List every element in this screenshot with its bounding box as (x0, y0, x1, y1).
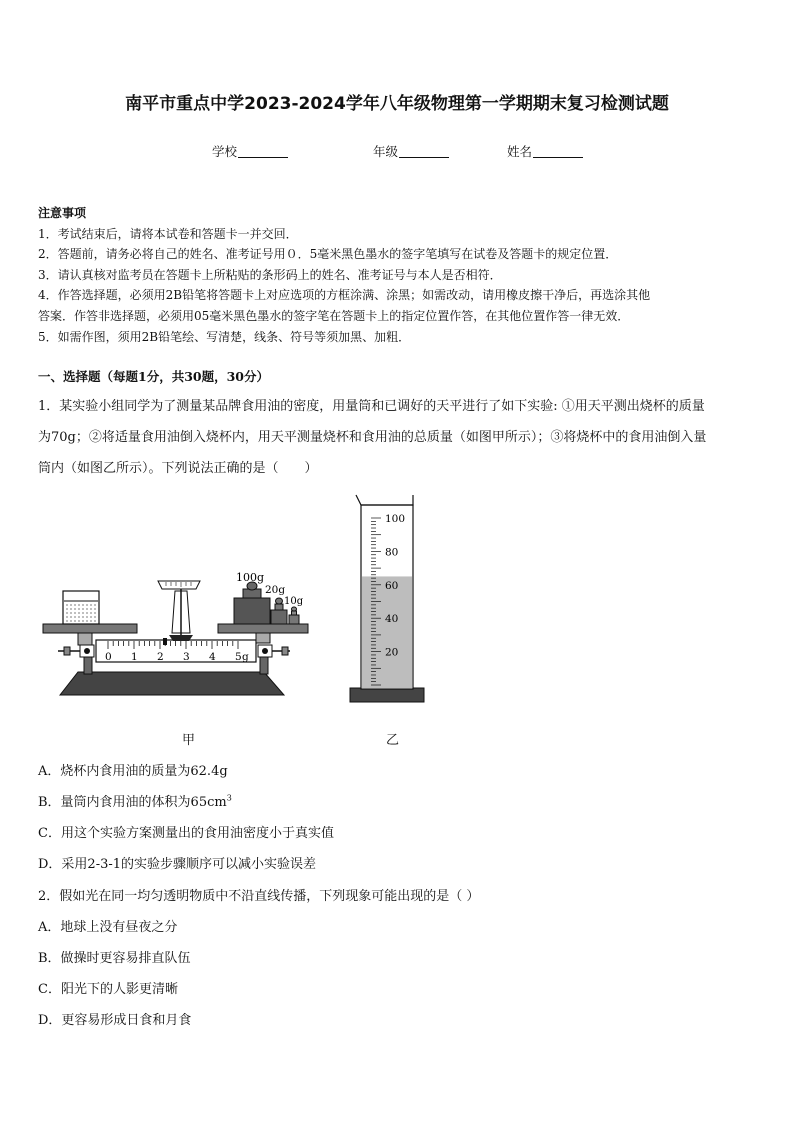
cylinder-tick-label: 20 (385, 646, 399, 659)
scale-tick-label: g (242, 651, 249, 663)
figure-label-jia: 甲 (182, 733, 196, 748)
q2-option-c[interactable]: C．阳光下的人影更清晰 (38, 982, 178, 997)
q1-option-c[interactable]: C．用这个实验方案测量出的食用油密度小于真实值 (38, 826, 334, 841)
cylinder-tick-label: 40 (385, 613, 399, 626)
grade-field[interactable]: 年级 (373, 142, 449, 160)
notice-heading: 注意事项 (38, 206, 87, 220)
page-title: 南平市重点中学2023-2024学年八年级物理第一学期期末复习检测试题 (125, 94, 669, 114)
balance-and-cylinder-diagram (38, 485, 458, 750)
weight-label: 100g (236, 571, 265, 584)
cylinder-tick-label: 100 (385, 513, 406, 525)
q1-option-b[interactable]: B．量筒内食用油的体积为$65cm^3$ (38, 793, 232, 810)
school-field[interactable]: 学校 (212, 142, 288, 160)
q2-option-a[interactable]: A．地球上没有昼夜之分 (38, 920, 178, 935)
scale-tick-label: 3 (183, 651, 190, 663)
question-1-line: 为70g；②将适量食用油倒入烧杯内，用天平测量烧杯和食用油的总质量（如图甲所示）；③将烧杯中的食用油倒入量 (38, 430, 707, 445)
question-2-stem: 2．假如光在同一均匀透明物质中不沿直线传播，下列现象可能出现的是（ ） (38, 889, 480, 904)
name-field[interactable]: 姓名 (507, 142, 583, 160)
q2-option-d[interactable]: D．更容易形成日食和月食 (38, 1013, 192, 1028)
scale-tick-label: 4 (209, 651, 216, 663)
section-heading: 一、选择题（每题1分，共30题，30分） (38, 369, 269, 384)
student-info-row (0, 142, 794, 162)
scale-tick-label: 2 (157, 651, 164, 663)
name-blank[interactable] (533, 145, 583, 158)
cylinder-tick-label: 60 (385, 579, 399, 592)
measuring-cylinder-icon (350, 495, 424, 702)
school-blank[interactable] (238, 145, 288, 158)
q1-option-d[interactable]: D．采用2-3-1的实验步骤顺序可以减小实验误差 (38, 857, 317, 872)
figure-label-yi: 乙 (386, 733, 400, 748)
cylinder-tick-label: 80 (385, 546, 399, 559)
weight-label: 20g (265, 584, 286, 596)
notice-item: 5．如需作图，须用2B铅笔绘、写清楚，线条、符号等须加黑、加粗． (38, 329, 411, 344)
notice-item: 答案．作答非选择题，必须用05毫米黑色墨水的签字笔在答题卡上的指定位置作答，在其他位置作答一律无效． (38, 308, 630, 323)
grade-blank[interactable] (399, 145, 449, 158)
notice-item: 4．作答选择题，必须用2B铅笔将答题卡上对应选项的方框涂满、涂黑；如需改动，请用橡皮擦干净后，再选涂其他 (38, 288, 651, 303)
weight-label: 10g (284, 596, 304, 607)
balance-icon (43, 581, 308, 695)
notice-item: 3．请认真核对监考员在答题卡上所粘贴的条形码上的姓名、准考证号与本人是否相符． (38, 267, 502, 282)
question-1-stem (38, 391, 760, 484)
scale-tick-label: 0 (105, 651, 112, 663)
notice-item: 1．考试结束后，请将本试卷和答题卡一并交回． (38, 226, 298, 241)
scale-tick-label: 1 (131, 651, 138, 663)
scale-tick-label: 5 (235, 651, 242, 663)
q1-option-a[interactable]: A．烧杯内食用油的质量为62.4g (38, 764, 228, 779)
oil-liquid (362, 576, 412, 688)
notice-item: 2．答题前，请务必将自己的姓名、准考证号用０．5毫米黑色墨水的签字笔填写在试卷及答题卡的规定位置． (38, 247, 618, 262)
q2-option-b[interactable]: B．做操时更容易排直队伍 (38, 951, 191, 966)
question-1-line: 1．某实验小组同学为了测量某品牌食用油的密度，用量筒和已调好的天平进行了如下实验: ①用天平测出烧杯的质量 (38, 399, 705, 414)
question-1-line: 筒内（如图乙所示）。下列说法正确的是（ ） (38, 461, 318, 476)
notice-block (38, 203, 758, 347)
question-1-figure (38, 485, 458, 750)
